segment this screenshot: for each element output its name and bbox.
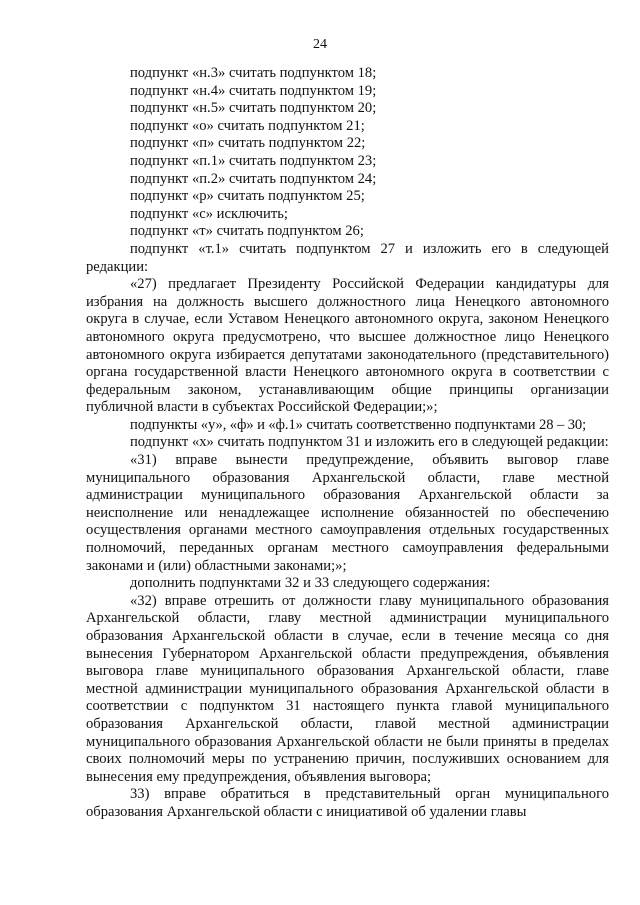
- paragraph: «27) предлагает Президенту Российской Федерации кандидатуры для избрания на должность высшего должностного лица Ненецкого автономного округа в случае, если Уставом Ненецкого автономного округа, законом Ненецкого автономного округа предусмотрено, что высшее должностное лицо Ненецкого автономного округа избирается депутатами законодательного (представительного) органа государственной власти Ненецкого автономного округа в соответствии с федеральным законом, устанавливающим общие принципы организации публичной власти в субъектах Российской Федерации;»;: [86, 276, 609, 416]
- list-item: подпункт «н.4» считать подпунктом 19;: [130, 82, 377, 99]
- list-item: подпункт «т» считать подпунктом 26;: [130, 223, 364, 240]
- list-item: подпункт «п» считать подпунктом 22;: [130, 135, 366, 152]
- document-body: [86, 65, 609, 822]
- paragraph: подпункты «у», «ф» и «ф.1» считать соответственно подпунктами 28 – 30;: [130, 416, 587, 433]
- paragraph: подпункт «т.1» считать подпунктом 27 и изложить его в следующей редакции:: [86, 240, 609, 275]
- list-item: подпункт «р» считать подпунктом 25;: [130, 188, 365, 205]
- list-item: подпункт «н.3» считать подпунктом 18;: [130, 65, 377, 81]
- list-item: подпункт «п.2» считать подпунктом 24;: [130, 170, 377, 187]
- list-item: подпункт «с» исключить;: [130, 205, 288, 222]
- paragraph: «31) вправе вынести предупреждение, объявить выговор главе муниципального образования Архангельской области, главе местной администрации муниципального образования Архангельской области за неисполнение или ненадлежащее исполнение обязанностей по обеспечению осуществления органами местного самоуправления отдельных государственных полномочий, переданных органам местного самоуправления федеральными законами и (или) областными законами;»;: [86, 452, 609, 574]
- paragraph: «32) вправе отрешить от должности главу муниципального образования Архангельской области, главу местной администрации муниципального образования Архангельской области в случае, если в течение месяца со дня вынесения Губернатором Архангельской области предупреждения, объявления выговора главе муниципального образования Архангельской области, главе местной администрации муниципального образования Архангельской области в соответствии с подпунктом 31 настоящего пункта главой муниципального образования Архангельской области, главой местной администрации муниципального образования Архангельской области не были приняты в пределах своих полномочий меры по устранению причин, послуживших основанием для вынесения ему предупреждения, объявления выговора;: [86, 592, 609, 785]
- paragraph: дополнить подпунктами 32 и 33 следующего содержания:: [130, 575, 491, 592]
- list-item: подпункт «о» считать подпунктом 21;: [130, 117, 365, 134]
- page-number: 24: [313, 37, 327, 52]
- list-item: подпункт «п.1» считать подпунктом 23;: [130, 152, 377, 169]
- list-item: подпункт «н.5» считать подпунктом 20;: [130, 100, 377, 117]
- paragraph: подпункт «х» считать подпунктом 31 и изложить его в следующей редакции:: [130, 434, 609, 451]
- paragraph: 33) вправе обратиться в представительный орган муниципального образования Архангельской области с инициативой об удалении главы: [86, 786, 609, 820]
